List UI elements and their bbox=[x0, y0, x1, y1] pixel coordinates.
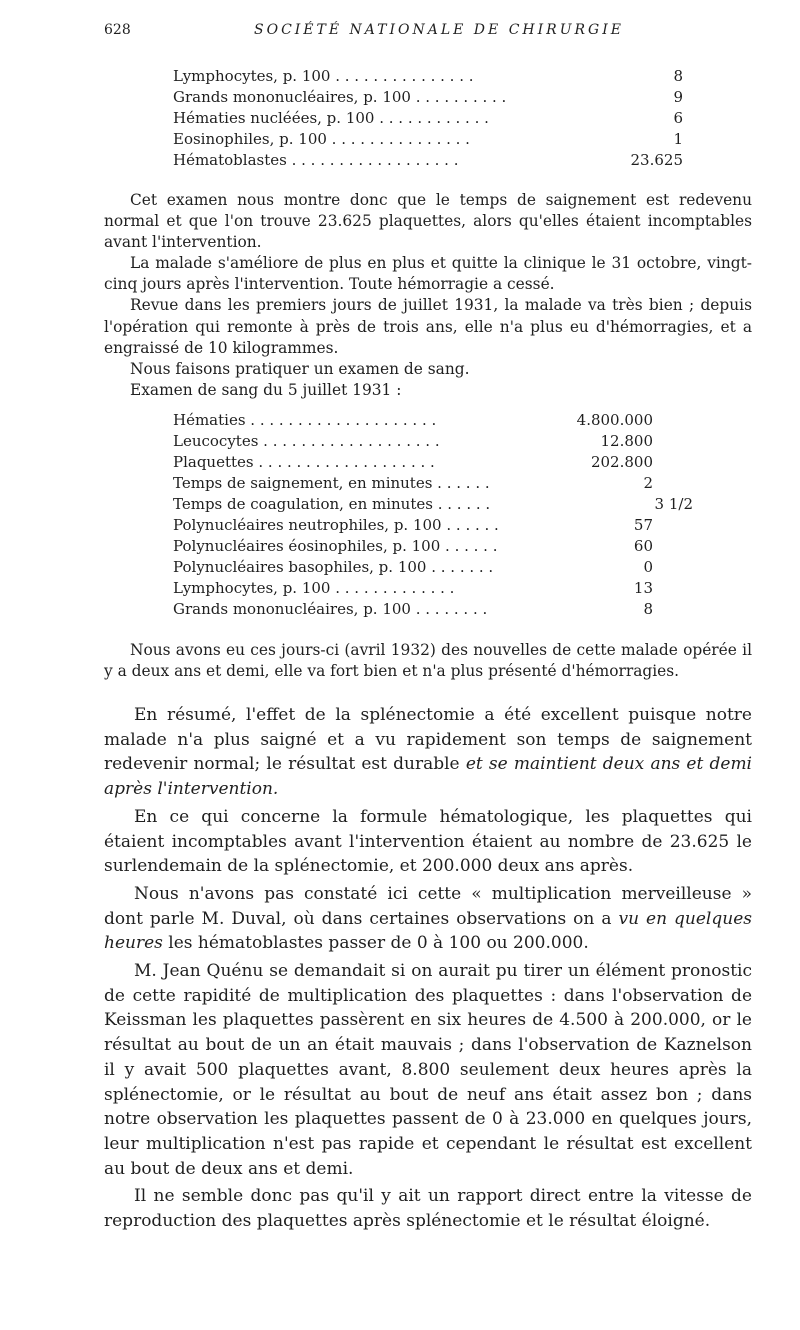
row-value: 9 bbox=[673, 88, 683, 106]
table-row bbox=[173, 108, 683, 129]
row-label: Grands mononucléaires, p. 100 . . . . . . . . . . bbox=[173, 88, 507, 106]
page-header bbox=[104, 20, 754, 42]
table-row bbox=[173, 431, 693, 452]
row-value: 1 bbox=[673, 130, 683, 148]
italic-text-run: vu en quelques heures bbox=[104, 908, 752, 954]
table-row bbox=[173, 494, 693, 515]
row-value: 13 bbox=[633, 579, 653, 597]
table-row bbox=[173, 515, 693, 536]
row-label: Lymphocytes, p. 100 . . . . . . . . . . . . . bbox=[173, 579, 455, 597]
paragraph: Cet examen nous montre donc que le temps de saignement est redevenu normal et que l'on trouve 23.625 plaquettes, alors qu'elles étaient incomptables avant l'intervention. bbox=[104, 191, 752, 252]
row-label: Plaquettes . . . . . . . . . . . . . . . . . . . bbox=[173, 453, 435, 471]
row-value: 6 bbox=[673, 109, 683, 127]
row-value: 60 bbox=[633, 537, 653, 555]
row-value: 23.625 bbox=[630, 151, 683, 169]
table-row bbox=[173, 536, 693, 557]
table-row bbox=[173, 578, 693, 599]
text-run: les hématoblastes passer de 0 à 100 ou 200.000. bbox=[162, 933, 589, 954]
page-number: 628 bbox=[104, 22, 131, 38]
paragraph: Nous faisons pratiquer un examen de sang. bbox=[130, 359, 470, 378]
paragraph: Nous avons eu ces jours-ci (avril 1932) des nouvelles de cette malade opérée il y a deux ans et demi, elle va fort bien et n'a plus présenté d'hémorragies. bbox=[104, 641, 752, 681]
paragraph: Examen de sang du 5 juillet 1931 : bbox=[130, 380, 402, 399]
row-label: Hématoblastes . . . . . . . . . . . . . . . . . . bbox=[173, 151, 459, 169]
row-label: Hématies nucléées, p. 100 . . . . . . . . . . . . bbox=[173, 109, 489, 127]
italic-text-run: et se maintient deux ans et demi après l'intervention. bbox=[104, 754, 752, 800]
paragraph: En ce qui concerne la formule hématologique, les plaquettes qui étaient incomptables avant l'intervention étaient au nombre de 23.625 le surlendemain de la splénectomie, et 200.000 deux ans après. bbox=[104, 806, 752, 877]
row-label: Hématies . . . . . . . . . . . . . . . . . . . . bbox=[173, 411, 437, 429]
body-text-1 bbox=[104, 190, 752, 401]
table-row bbox=[173, 150, 683, 171]
body-text-2 bbox=[104, 640, 752, 682]
row-label: Polynucléaires basophiles, p. 100 . . . . . . . bbox=[173, 558, 494, 576]
table-row bbox=[173, 66, 683, 87]
row-value: 12.800 bbox=[600, 432, 653, 450]
row-value: 57 bbox=[633, 516, 653, 534]
row-value: 8 bbox=[673, 67, 683, 85]
paragraph bbox=[104, 882, 752, 956]
row-label: Temps de saignement, en minutes . . . . . . bbox=[173, 474, 490, 492]
body-text-3 bbox=[104, 703, 752, 1237]
row-value: 4.800.000 bbox=[576, 411, 653, 429]
table-row bbox=[173, 473, 693, 494]
blood-count-table-2 bbox=[173, 410, 693, 620]
table-row bbox=[173, 410, 693, 431]
row-label: Polynucléaires neutrophiles, p. 100 . . . . . . bbox=[173, 516, 499, 534]
table-row bbox=[173, 87, 683, 108]
table-row bbox=[173, 557, 693, 578]
row-value: 202.800 bbox=[590, 453, 653, 471]
row-label: Lymphocytes, p. 100 . . . . . . . . . . . . . . . bbox=[173, 67, 474, 85]
paragraph: La malade s'améliore de plus en plus et quitte la clinique le 31 octobre, vingt-cinq jours après l'intervention. Toute hémorragie a cessé. bbox=[104, 254, 752, 294]
paragraph: Revue dans les premiers jours de juillet 1931, la malade va très bien ; depuis l'opération qui remonte à près de trois ans, elle n'a plus eu d'hémorragies, et a engraissé de 10 kilogrammes. bbox=[104, 296, 752, 357]
row-value: 3 1/2 bbox=[654, 495, 693, 513]
paragraph bbox=[104, 703, 752, 802]
running-title: SOCIÉTÉ NATIONALE DE CHIRURGIE bbox=[254, 22, 624, 38]
paragraph: Il ne semble donc pas qu'il y ait un rapport direct entre la vitesse de reproduction des plaquettes après splénectomie et le résultat éloigné. bbox=[104, 1186, 752, 1232]
table-row bbox=[173, 599, 693, 620]
row-value: 2 bbox=[643, 474, 653, 492]
table-row bbox=[173, 129, 683, 150]
row-label: Leucocytes . . . . . . . . . . . . . . . . . . . bbox=[173, 432, 440, 450]
paragraph: M. Jean Quénu se demandait si on aurait pu tirer un élément pronostic de cette rapidité de multiplication des plaquettes : dans l'observation de Keissman les plaquettes passèrent en six heures de 4.500 à 200.000, or le résultat au bout de un an était mauvais ; dans l'observation de Kaznelson il y avait 500 plaquettes avant, 8.800 seulement deux heures après la splénectomie, or le résultat au bout de neuf ans était assez bon ; dans notre observation les plaquettes passent de 0 à 23.000 en quelques jours, leur multiplication n'est pas rapide et cependant le résultat est excellent au bout de deux ans et demi. bbox=[104, 961, 752, 1179]
table-row bbox=[173, 452, 693, 473]
text-run: Nous n'avons pas constaté ici cette « multiplication merveilleuse » dont parle M. Duval, où dans certaines observations on a bbox=[104, 883, 752, 929]
row-value: 8 bbox=[643, 600, 653, 618]
row-label: Eosinophiles, p. 100 . . . . . . . . . . . . . . . bbox=[173, 130, 470, 148]
row-value: 0 bbox=[643, 558, 653, 576]
blood-count-table-1 bbox=[173, 66, 683, 171]
row-label: Temps de coagulation, en minutes . . . . . . bbox=[173, 495, 491, 513]
text-run: En résumé, l'effet de la splénectomie a été excellent puisque notre malade n'a plus saigné et a vu rapidement son temps de saignement redevenir normal; le résultat est durable bbox=[104, 705, 752, 775]
row-label: Grands mononucléaires, p. 100 . . . . . . . . bbox=[173, 600, 488, 618]
row-label: Polynucléaires éosinophiles, p. 100 . . . . . . bbox=[173, 537, 498, 555]
